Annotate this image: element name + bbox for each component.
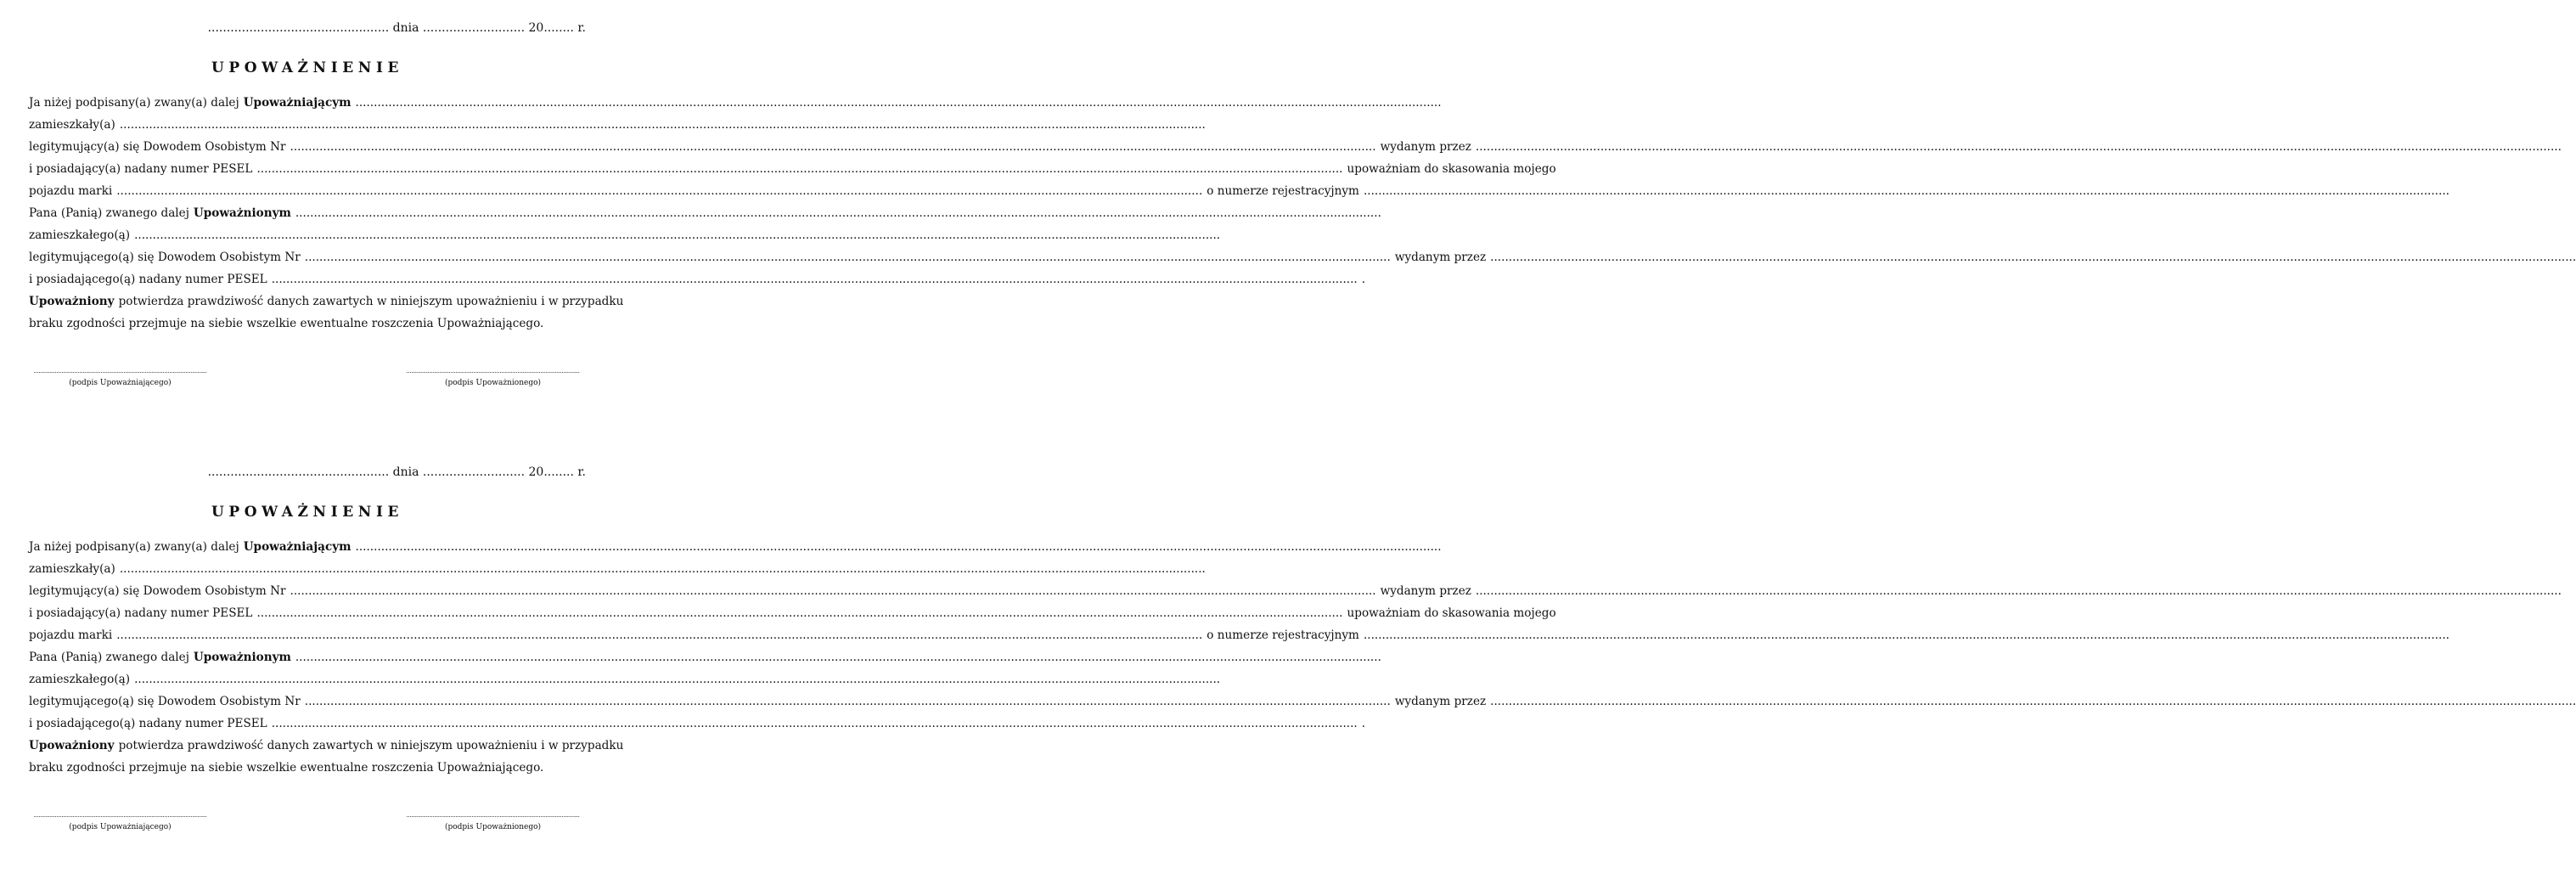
grantee-id-issuer-field[interactable] [1490,246,2576,268]
year-field[interactable]: 20........ [528,465,574,479]
grantee-intro-label: Pana (Panią) zwanego dalej [29,206,189,220]
grantee-signature [402,811,584,833]
grantee-pesel-row [29,713,1366,735]
grantee-pesel-field[interactable] [272,713,1358,735]
grantee-id-label: legitymującego(ą) się Dowodem Osobistym Nr [29,695,301,708]
grantee-id-row [29,246,1487,268]
grantor-name-row [29,536,586,558]
grantee-address-label: zamieszkałego(ą) [29,673,131,686]
statement-row-2 [29,757,586,779]
statement-text-1: potwierdza prawdziwość danych zawartych w niniejszym upoważnieniu i w przypadku [118,739,624,752]
grantor-signature [29,367,211,389]
statement-term: Upoważniony [29,295,115,308]
registration-field[interactable] [1364,624,2449,646]
statement-text-2: braku zgodności przejmuje na siebie wszelkie ewentualne roszczenia Upoważniającego. [29,761,544,775]
grantee-address-field[interactable] [134,224,1220,246]
grantee-pesel-field[interactable] [272,268,1358,290]
authorization-clause: upoważniam do skasowania mojego [1347,162,1556,176]
date-line [208,20,586,36]
authorization-form-1 [0,0,1556,435]
vehicle-row [29,624,1359,646]
grantor-name-field[interactable] [356,92,1442,114]
statement-row-2 [29,313,586,335]
day-field[interactable]: ........................... [422,465,526,479]
grantee-pesel-row [29,268,1366,290]
statement-text-2: braku zgodności przejmuje na siebie wszelkie ewentualne roszczenia Upoważniającego. [29,317,544,330]
grantee-signature-line[interactable]: .......................................................................................................... [406,368,580,375]
grantor-pesel-label: i posiadający(a) nadany numer PESEL [29,162,253,176]
grantor-pesel-field[interactable] [256,602,1342,624]
grantee-id-issuer-label: wydanym przez [1394,251,1487,264]
grantee-signature-label: (podpis Upoważnionego) [444,379,542,387]
authorization-form-2 [0,444,1556,879]
grantee-id-row [29,690,1487,713]
grantee-signature-label: (podpis Upoważnionego) [444,823,542,831]
grantee-address-field[interactable] [134,668,1220,690]
grantor-id-issuer-field[interactable] [1476,580,2562,602]
grantee-pesel-label: i posiadającego(ą) nadany numer PESEL [29,717,267,730]
grantee-id-issuer-field[interactable] [1490,690,2576,713]
grantor-id-issuer-label: wydanym przez [1380,140,1471,154]
grantee-name-field[interactable] [295,202,1381,224]
grantor-id-row [29,136,1471,158]
grantee-pesel-label: i posiadającego(ą) nadany numer PESEL [29,273,267,286]
grantee-signature-line[interactable]: .......................................................................................................... [406,812,580,819]
grantor-address-field[interactable] [120,114,1206,136]
grantor-address-row [29,558,586,580]
grantee-term: Upoważnionym [193,206,291,220]
date-dnia-label: dnia [392,465,419,479]
vehicle-make-field[interactable] [116,624,1202,646]
grantor-id-issuer-field[interactable] [1476,136,2562,158]
date-line [208,465,586,480]
statement-term: Upoważniony [29,739,115,752]
grantor-id-label: legitymujący(a) się Dowodem Osobistym Nr [29,584,286,598]
grantee-intro-label: Pana (Panią) zwanego dalej [29,651,189,664]
place-field[interactable]: ................................................ [207,21,390,35]
grantor-id-number-field[interactable] [290,136,1376,158]
grantor-signature-line[interactable]: .......................................................................................................... [33,812,207,819]
document-title: UPOWAŻNIENIE [211,59,404,76]
grantor-pesel-row [29,158,1556,180]
year-field[interactable]: 20........ [528,21,574,35]
grantee-term: Upoważnionym [193,651,291,664]
grantor-name-field[interactable] [356,536,1442,558]
grantor-term: Upoważniającym [243,96,352,110]
registration-label: o numerze rejestracyjnym [1206,184,1359,198]
form-body [29,92,1556,335]
grantee-address-row [29,668,586,690]
grantor-id-number-field[interactable] [290,580,1376,602]
grantor-pesel-row [29,602,1556,624]
grantor-signature [29,811,211,833]
document-title: UPOWAŻNIENIE [211,504,404,521]
grantor-intro-label: Ja niżej podpisany(a) zwany(a) dalej [29,540,239,554]
grantor-intro-label: Ja niżej podpisany(a) zwany(a) dalej [29,96,239,110]
grantor-address-field[interactable] [120,558,1206,580]
form-body [29,536,1556,779]
grantor-pesel-label: i posiadający(a) nadany numer PESEL [29,606,253,620]
grantor-pesel-field[interactable] [256,158,1342,180]
registration-label: o numerze rejestracyjnym [1206,628,1359,642]
grantor-signature-label: (podpis Upoważniającego) [69,379,172,387]
place-field[interactable]: ................................................ [207,465,390,479]
grantee-id-issuer-label: wydanym przez [1394,695,1487,708]
grantor-address-label: zamieszkały(a) [29,118,115,132]
grantee-name-field[interactable] [295,646,1381,668]
grantor-signature-label: (podpis Upoważniającego) [69,823,172,831]
grantee-pesel-end: . [1361,273,1366,286]
day-field[interactable]: ........................... [422,21,526,35]
grantee-name-row [29,202,586,224]
grantee-id-number-field[interactable] [305,690,1391,713]
grantee-signature [402,367,584,389]
grantor-signature-line[interactable]: .......................................................................................................... [33,368,207,375]
grantee-address-label: zamieszkałego(ą) [29,228,131,242]
grantee-name-row [29,646,586,668]
vehicle-make-label: pojazdu marki [29,184,113,198]
vehicle-row [29,180,1359,202]
vehicle-make-label: pojazdu marki [29,628,113,642]
grantor-address-row [29,114,586,136]
grantee-pesel-end: . [1361,717,1366,730]
vehicle-make-field[interactable] [116,180,1202,202]
statement-row-1 [29,735,624,757]
grantor-term: Upoważniającym [243,540,352,554]
grantee-address-row [29,224,586,246]
year-suffix: r. [577,21,586,35]
registration-field[interactable] [1364,180,2449,202]
grantor-name-row [29,92,586,114]
grantee-id-number-field[interactable] [305,246,1391,268]
grantor-id-issuer-label: wydanym przez [1380,584,1471,598]
grantor-id-row [29,580,1471,602]
grantor-address-label: zamieszkały(a) [29,562,115,576]
authorization-clause: upoważniam do skasowania mojego [1347,606,1556,620]
date-dnia-label: dnia [392,21,419,35]
grantee-id-label: legitymującego(ą) się Dowodem Osobistym Nr [29,251,301,264]
grantor-id-label: legitymujący(a) się Dowodem Osobistym Nr [29,140,286,154]
statement-row-1 [29,290,624,313]
statement-text-1: potwierdza prawdziwość danych zawartych w niniejszym upoważnieniu i w przypadku [118,295,624,308]
year-suffix: r. [577,465,586,479]
